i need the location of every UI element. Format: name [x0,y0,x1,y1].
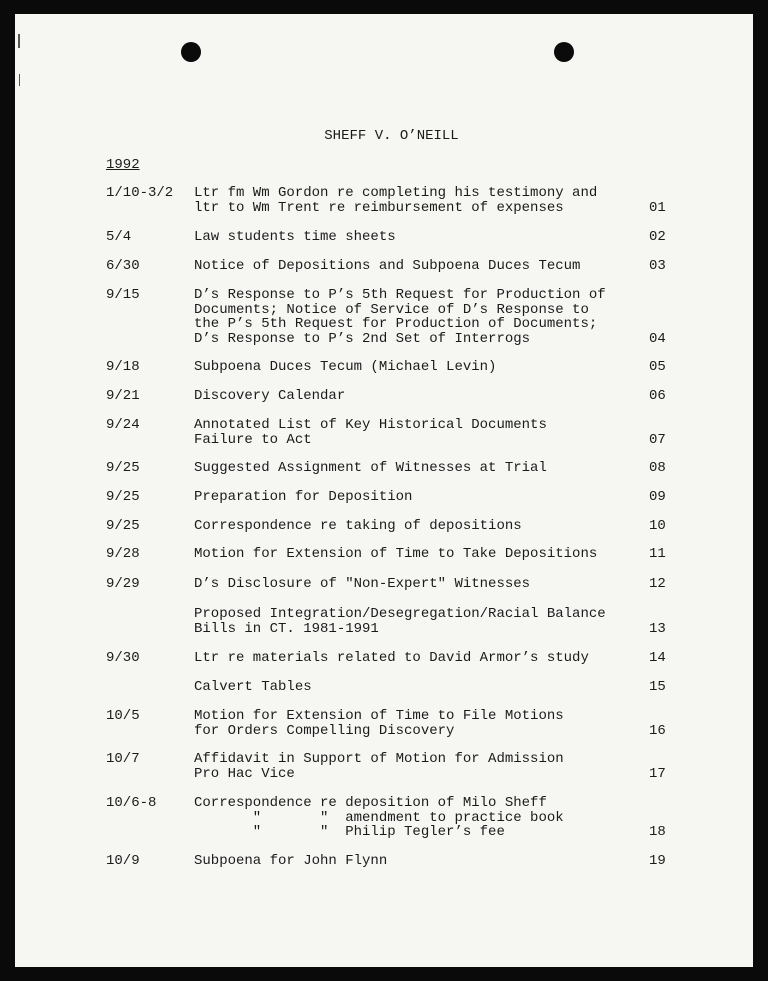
entry-date: 10/7 [106,751,140,767]
entry-number: 08 [649,460,666,476]
entry-date: 9/30 [106,650,140,666]
entry-description-line: Correspondence re taking of depositions [194,518,522,534]
entry-number: 03 [649,258,666,274]
entry-description-line: Subpoena Duces Tecum (Michael Levin) [194,359,497,375]
section-year: 1992 [106,157,140,173]
entry-description-line: Proposed Integration/Desegregation/Racial Balance [194,606,606,622]
entry-date: 10/9 [106,853,140,869]
entry-date: 10/5 [106,708,140,724]
punch-hole-right [554,42,574,62]
entry-description-line: Discovery Calendar [194,388,346,404]
entry-date: 9/18 [106,359,140,375]
entry-date: 9/25 [106,489,140,505]
entry-date: 10/6-8 [106,795,157,811]
entry-date: 9/25 [106,518,140,534]
entry-number: 07 [649,431,666,448]
entry-number: 16 [649,722,666,739]
entry-description-line: Pro Hac Vice [194,765,295,782]
entry-description-line: the P’s 5th Request for Production of Documents; [194,316,598,333]
document-page [15,14,753,967]
entry-date: 9/29 [106,576,140,592]
entry-description-line: D’s Response to P’s 5th Request for Production of [194,287,606,303]
entry-number: 12 [649,576,666,592]
entry-date: 9/28 [106,546,140,562]
entry-description-line: Bills in CT. 1981-1991 [194,620,379,637]
document-title [15,128,768,144]
entry-description-line: Calvert Tables [194,679,312,695]
entry-description-line: Annotated List of Key Historical Documents [194,417,547,433]
entry-number: 09 [649,489,666,505]
entry-description-line: for Orders Compelling Discovery [194,722,455,739]
entry-description-line: ltr to Wm Trent re reimbursement of expenses [194,199,564,216]
entry-description-line: Subpoena for John Flynn [194,853,388,869]
edge-mark [19,74,20,86]
entry-description-line: Ltr re materials related to David Armor’s study [194,650,589,666]
entry-number: 19 [649,853,666,869]
entry-number: 18 [649,824,666,841]
entry-description-line: Affidavit in Support of Motion for Admission [194,751,564,767]
entry-date: 9/21 [106,388,140,404]
entry-date: 9/25 [106,460,140,476]
entry-number: 15 [649,679,666,695]
entry-description-line: Correspondence re deposition of Milo Sheff [194,795,547,811]
entry-description-line: Suggested Assignment of Witnesses at Trial [194,460,547,476]
entry-date: 9/15 [106,287,140,303]
entry-date: 1/10-3/2 [106,185,174,201]
entry-description-line: Ltr fm Wm Gordon re completing his testimony and [194,185,598,201]
entry-number: 11 [649,546,666,562]
entry-date: 5/4 [106,229,132,245]
entry-description-line: Law students time sheets [194,229,396,245]
entry-description-line: Failure to Act [194,431,312,448]
entry-number: 04 [649,330,666,347]
entry-number: 01 [649,199,666,216]
entry-number: 06 [649,388,666,404]
entry-description-line: Notice of Depositions and Subpoena Duces Tecum [194,258,581,274]
entry-description-line: " " Philip Tegler’s fee [194,824,505,841]
entry-number: 10 [649,518,666,534]
entry-number: 14 [649,650,666,666]
entry-number: 02 [649,229,666,245]
entry-description-line: " " amendment to practice book [194,809,564,826]
entry-number: 13 [649,620,666,637]
punch-hole-left [181,42,201,62]
entry-description-line: Documents; Notice of Service of D’s Response to [194,301,589,318]
entry-date: 6/30 [106,258,140,274]
entry-description-line: D’s Disclosure of "Non-Expert" Witnesses [194,576,531,592]
document-title-text: SHEFF V. O’NEILL [324,128,459,144]
entry-number: 17 [649,765,666,782]
entry-description-line: D’s Response to P’s 2nd Set of Interrogs [194,330,531,347]
entry-date: 9/24 [106,417,140,433]
entry-number: 05 [649,359,666,375]
entry-description-line: Motion for Extension of Time to Take Depositions [194,546,598,562]
edge-mark [18,34,20,48]
entry-description-line: Preparation for Deposition [194,489,413,505]
entry-description-line: Motion for Extension of Time to File Motions [194,708,564,724]
